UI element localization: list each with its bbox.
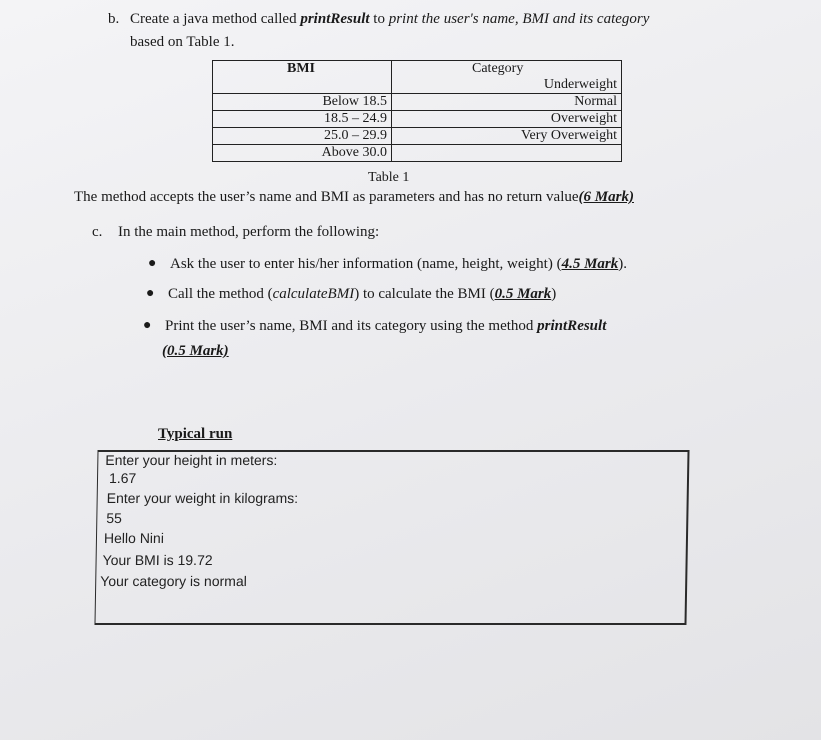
bullet-icon: ● — [148, 256, 157, 271]
question-c-text: In the main method, perform the following: — [118, 224, 380, 240]
bullet-mark: 0.5 Mark — [494, 286, 552, 302]
run-output-line: Your category is normal — [100, 573, 247, 589]
run-output-line: 55 — [106, 510, 123, 526]
bullet-text-pre: Call the method ( — [168, 286, 273, 302]
table-row — [213, 145, 622, 162]
typical-run-title: Typical run — [158, 426, 233, 442]
question-b-letter: b. — [108, 11, 120, 27]
table-cell-bmi: Below 18.5 — [213, 94, 392, 111]
bullet-mark: 4.5 Mark — [561, 256, 619, 272]
category-header: Category — [472, 61, 524, 76]
bmi-table — [212, 60, 622, 162]
question-b-italic-text: print the user's name, BMI and its category — [384, 11, 650, 27]
table-cell-category: Very Overweight — [392, 128, 622, 145]
question-b-line2: based on Table 1. — [130, 34, 235, 50]
bullet-end: ) — [551, 286, 557, 302]
table-row — [213, 128, 622, 145]
table-row — [213, 111, 622, 128]
method-name-calculatebmi: calculateBMI — [272, 286, 355, 302]
bullet-item-print — [143, 318, 607, 335]
run-output-line: Hello Nini — [103, 530, 165, 546]
category-header-cell — [392, 61, 622, 94]
accepts-line — [74, 189, 634, 206]
table-cell-bmi: Above 30.0 — [213, 145, 392, 162]
bullet-item-call-method — [146, 286, 557, 303]
question-b — [108, 8, 728, 54]
question-b-prefix: Create a java method called — [130, 11, 301, 27]
accepts-text: The method accepts the user’s name and BMI as parameters and has no return value — [74, 189, 579, 205]
accepts-mark: (6 Mark) — [578, 189, 634, 205]
run-output-line: 1.67 — [108, 470, 137, 486]
bullet-icon: ● — [143, 318, 152, 333]
bullet-text: Print the user’s name, BMI and its category using the method — [165, 318, 538, 334]
bullet-text-post: ) to calculate the BMI ( — [354, 286, 495, 302]
bullet-text: Ask the user to enter his/her information (name, height, weight) ( — [170, 256, 562, 272]
method-name-printresult: printResult — [537, 318, 607, 334]
question-b-line1 — [108, 8, 728, 31]
run-output-line: Your BMI is 19.72 — [102, 552, 213, 568]
run-output-line: Enter your weight in kilograms: — [106, 490, 299, 506]
run-output-line: Enter your height in meters: — [105, 452, 278, 468]
bullet-mark: (0.5 Mark) — [162, 343, 229, 359]
table-cell-category: Normal — [392, 94, 622, 111]
typical-run-box — [94, 450, 689, 625]
table-cell-category: Overweight — [392, 111, 622, 128]
bullet-end: ). — [618, 256, 627, 272]
table-cell-empty — [392, 145, 622, 162]
bmi-header-cell — [213, 61, 392, 94]
table-row — [213, 94, 622, 111]
table-caption: Table 1 — [368, 170, 410, 185]
bmi-header: BMI — [287, 61, 315, 76]
table-cell-bmi: 25.0 – 29.9 — [213, 128, 392, 145]
table-cell-category: Underweight — [543, 77, 617, 92]
bullet-item-ask-info — [148, 256, 627, 273]
question-b-to: to — [369, 11, 385, 27]
method-name-printresult: printResult — [300, 11, 370, 27]
bullet-icon: ● — [146, 286, 155, 301]
question-c — [92, 224, 379, 241]
question-c-letter: c. — [92, 224, 103, 240]
bmi-table-header-row — [213, 61, 622, 94]
table-cell-bmi: 18.5 – 24.9 — [213, 111, 392, 128]
